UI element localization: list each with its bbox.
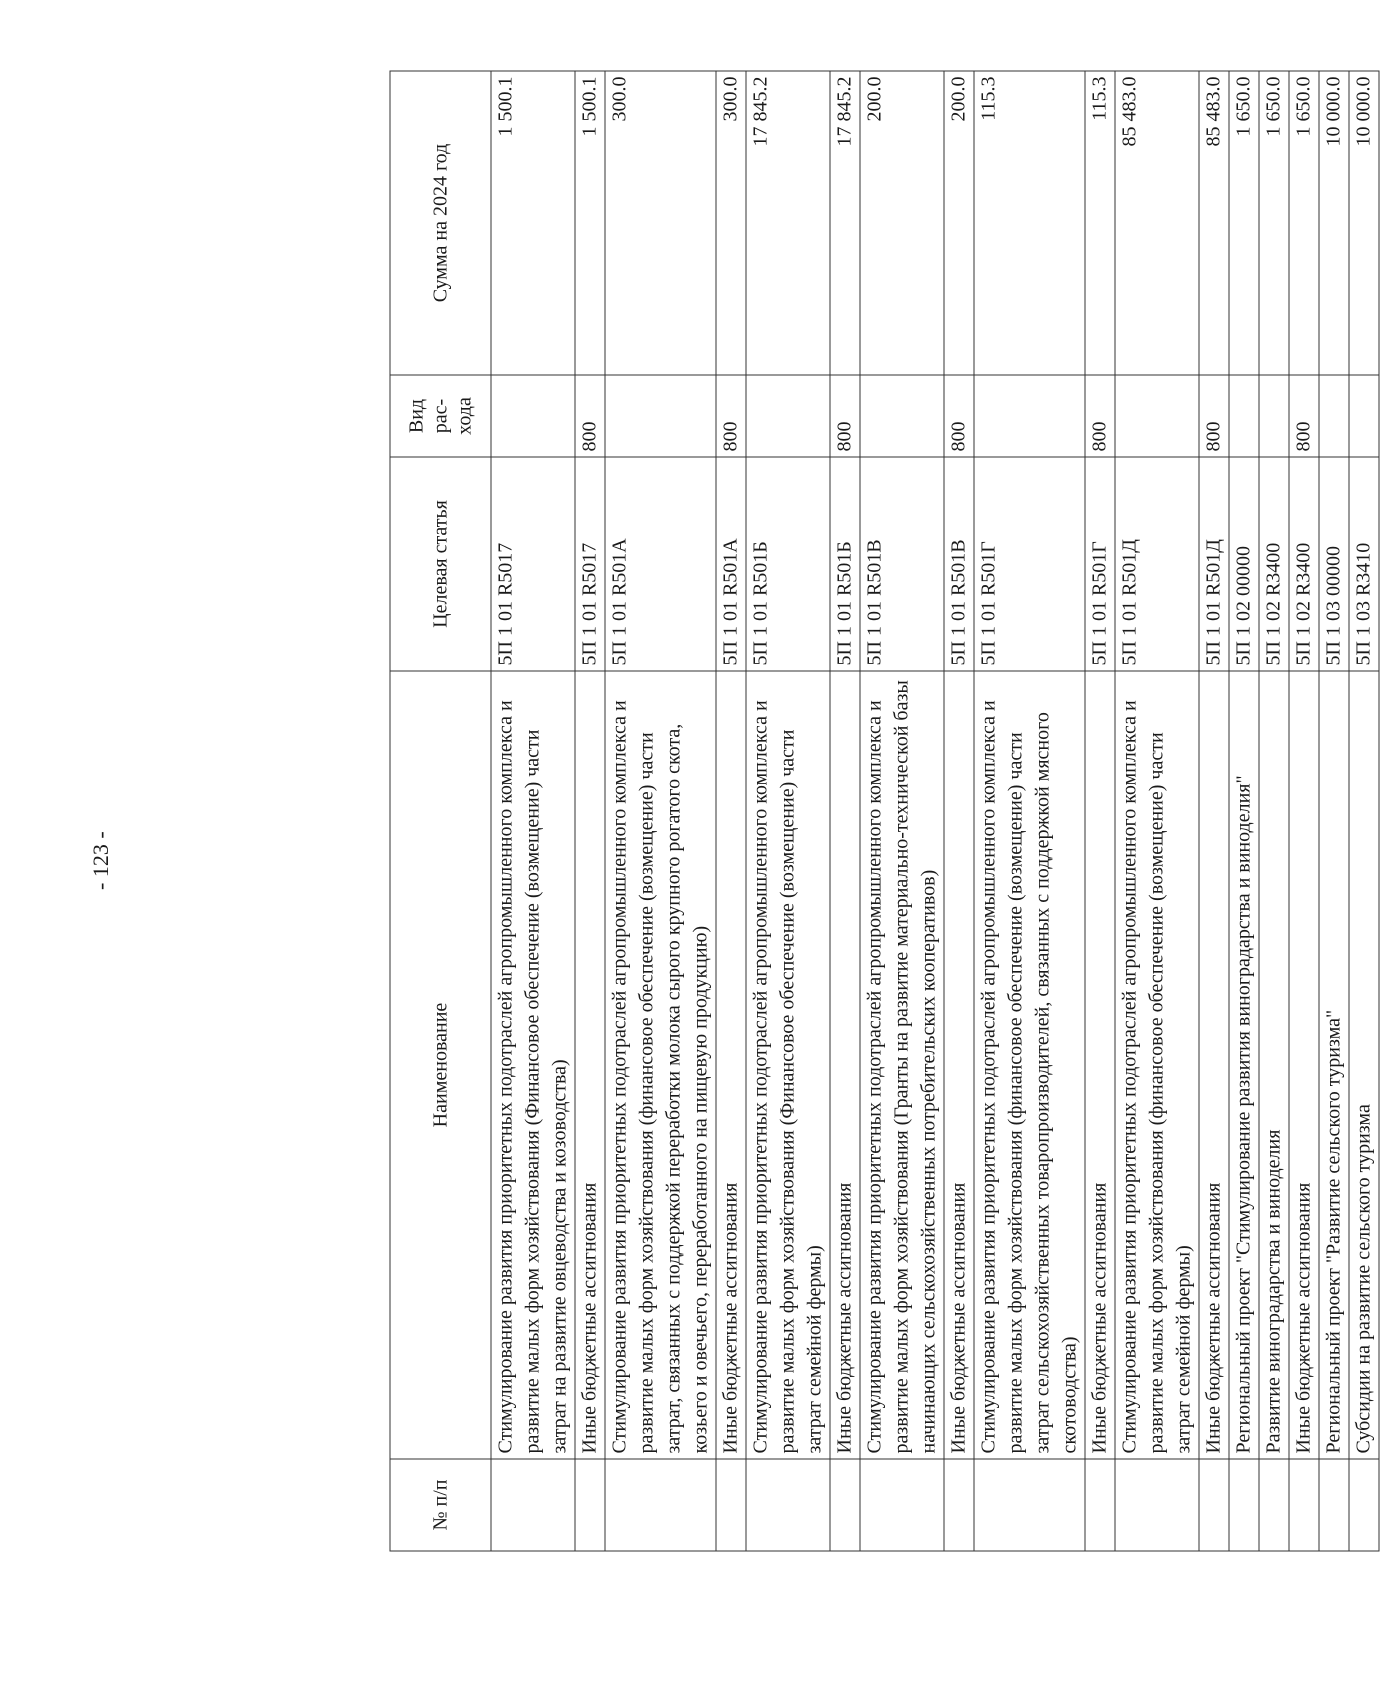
budget-table (390, 71, 1380, 1552)
cell-num (1349, 1459, 1379, 1551)
cell-name: Региональный проект "Развитие сельского туризма" (1319, 671, 1349, 1459)
table-row (491, 71, 575, 1551)
table-header-row (390, 71, 491, 1551)
header-sum: Сумма на 2024 год (390, 71, 491, 375)
cell-name: Стимулирование развития приоритетных подотраслей агропромышленного комплекса и развитие малых форм хозяйствования (Финансовое обеспечение (возмещение) части затрат семейной фермы) (746, 671, 830, 1459)
cell-name: Стимулирование развития приоритетных подотраслей агропромышленного комплекса и развитие малых форм хозяйствования (Финансовое обеспечение (возмещение) части затрат на развитие овцеводства и козоводства) (491, 671, 575, 1459)
cell-code: 5П 1 01 R501А (716, 457, 746, 671)
cell-sum: 1 650.0 (1229, 71, 1259, 375)
cell-code: 5П 1 01 R501Д (1115, 457, 1199, 671)
cell-num (716, 1459, 746, 1551)
cell-kind (1349, 375, 1379, 457)
cell-name: Региональный проект "Стимулирование развития виноградарства и виноделия" (1229, 671, 1259, 1459)
cell-code: 5П 1 02 R3400 (1259, 457, 1289, 671)
cell-sum: 1 650.0 (1259, 71, 1289, 375)
table-row (575, 71, 605, 1551)
cell-kind (1229, 375, 1259, 457)
cell-sum: 1 500.1 (491, 71, 575, 375)
cell-name: Иные бюджетные ассигнования (575, 671, 605, 1459)
cell-kind: 800 (1085, 375, 1115, 457)
cell-num (1115, 1459, 1199, 1551)
cell-kind (860, 375, 944, 457)
cell-code: 5П 1 01 R501В (944, 457, 974, 671)
budget-table-container (390, 72, 1375, 1552)
table-row (1319, 71, 1349, 1551)
header-name: Наименование (390, 671, 491, 1459)
table-row (1289, 71, 1319, 1551)
table-row (1229, 71, 1259, 1551)
table-row (746, 71, 830, 1551)
cell-sum: 85 483.0 (1199, 71, 1229, 375)
table-row (860, 71, 944, 1551)
cell-code: 5П 1 02 00000 (1229, 457, 1259, 671)
cell-kind: 800 (575, 375, 605, 457)
page-number: - 123 - (88, 831, 113, 890)
table-row (1259, 71, 1289, 1551)
cell-num (1319, 1459, 1349, 1551)
cell-sum: 300.0 (605, 71, 716, 375)
cell-name: Иные бюджетные ассигнования (944, 671, 974, 1459)
cell-kind (746, 375, 830, 457)
cell-kind: 800 (1199, 375, 1229, 457)
table-row (944, 71, 974, 1551)
cell-name: Иные бюджетные ассигнования (1085, 671, 1115, 1459)
cell-num (1259, 1459, 1289, 1551)
cell-kind: 800 (830, 375, 860, 457)
cell-kind: 800 (716, 375, 746, 457)
cell-num (974, 1459, 1085, 1551)
cell-name: Стимулирование развития приоритетных подотраслей агропромышленного комплекса и развитие малых форм хозяйствования (финансовое обеспечение (возмещение) части затрат, связанных с поддержкой переработки молока сырого крупного рогатого скота, козьего и овечьего, переработанного на пищевую продукцию) (605, 671, 716, 1459)
cell-name: Иные бюджетные ассигнования (716, 671, 746, 1459)
table-row (1349, 71, 1379, 1551)
cell-code: 5П 1 01 R501Г (1085, 457, 1115, 671)
cell-code: 5П 1 03 00000 (1319, 457, 1349, 671)
cell-code: 5П 1 01 R5017 (491, 457, 575, 671)
cell-num (575, 1459, 605, 1551)
table-row (974, 71, 1085, 1551)
cell-sum: 115.3 (974, 71, 1085, 375)
cell-sum: 115.3 (1085, 71, 1115, 375)
table-row (716, 71, 746, 1551)
cell-num (944, 1459, 974, 1551)
cell-num (1229, 1459, 1259, 1551)
cell-sum: 17 845.2 (746, 71, 830, 375)
cell-kind (1319, 375, 1349, 457)
cell-name: Иные бюджетные ассигнования (1199, 671, 1229, 1459)
cell-name: Развитие виноградарства и виноделия (1259, 671, 1289, 1459)
cell-code: 5П 1 01 R501Г (974, 457, 1085, 671)
cell-sum: 10 000.0 (1349, 71, 1379, 375)
cell-num (605, 1459, 716, 1551)
cell-num (1199, 1459, 1229, 1551)
cell-sum: 200.0 (944, 71, 974, 375)
cell-code: 5П 1 02 R3400 (1289, 457, 1319, 671)
cell-code: 5П 1 01 R501Б (746, 457, 830, 671)
cell-code: 5П 1 01 R501А (605, 457, 716, 671)
header-code: Целевая статья (390, 457, 491, 671)
table-row (830, 71, 860, 1551)
cell-num (1289, 1459, 1319, 1551)
table-row (605, 71, 716, 1551)
cell-name: Стимулирование развития приоритетных подотраслей агропромышленного комплекса и развитие малых форм хозяйствования (финансовое обеспечение (возмещение) части затрат сельскохозяйственных товаропроизводителей, связанных с поддержкой мясного скотоводства) (974, 671, 1085, 1459)
cell-sum: 10 000.0 (1319, 71, 1349, 375)
cell-code: 5П 1 01 R501Б (830, 457, 860, 671)
cell-sum: 300.0 (716, 71, 746, 375)
cell-name: Стимулирование развития приоритетных подотраслей агропромышленного комплекса и развитие малых форм хозяйствования (Гранты на развитие материально-технической базы начинающих сельскохозяйственных потребительских кооперативов) (860, 671, 944, 1459)
cell-name: Иные бюджетные ассигнования (1289, 671, 1319, 1459)
cell-sum: 17 845.2 (830, 71, 860, 375)
cell-num (860, 1459, 944, 1551)
cell-code: 5П 1 01 R501Д (1199, 457, 1229, 671)
table-row (1199, 71, 1229, 1551)
cell-name: Иные бюджетные ассигнования (830, 671, 860, 1459)
cell-code: 5П 1 01 R501В (860, 457, 944, 671)
cell-num (1085, 1459, 1115, 1551)
cell-sum: 1 650.0 (1289, 71, 1319, 375)
cell-kind (1259, 375, 1289, 457)
cell-num (491, 1459, 575, 1551)
cell-name: Субсидии на развитие сельского туризма (1349, 671, 1379, 1459)
cell-sum: 1 500.1 (575, 71, 605, 375)
table-body (491, 71, 1379, 1551)
cell-kind: 800 (1289, 375, 1319, 457)
cell-kind: 800 (944, 375, 974, 457)
header-kind: Вид рас-хода (390, 375, 491, 457)
cell-code: 5П 1 01 R5017 (575, 457, 605, 671)
table-row (1115, 71, 1199, 1551)
cell-kind (1115, 375, 1199, 457)
cell-kind (605, 375, 716, 457)
cell-num (746, 1459, 830, 1551)
cell-kind (491, 375, 575, 457)
header-num: № п/п (390, 1459, 491, 1551)
cell-sum: 85 483.0 (1115, 71, 1199, 375)
cell-name: Стимулирование развития приоритетных подотраслей агропромышленного комплекса и развитие малых форм хозяйствования (финансовое обеспечение (возмещение) части затрат семейной фермы) (1115, 671, 1199, 1459)
cell-code: 5П 1 03 R3410 (1349, 457, 1379, 671)
cell-sum: 200.0 (860, 71, 944, 375)
cell-num (830, 1459, 860, 1551)
cell-kind (974, 375, 1085, 457)
table-row (1085, 71, 1115, 1551)
